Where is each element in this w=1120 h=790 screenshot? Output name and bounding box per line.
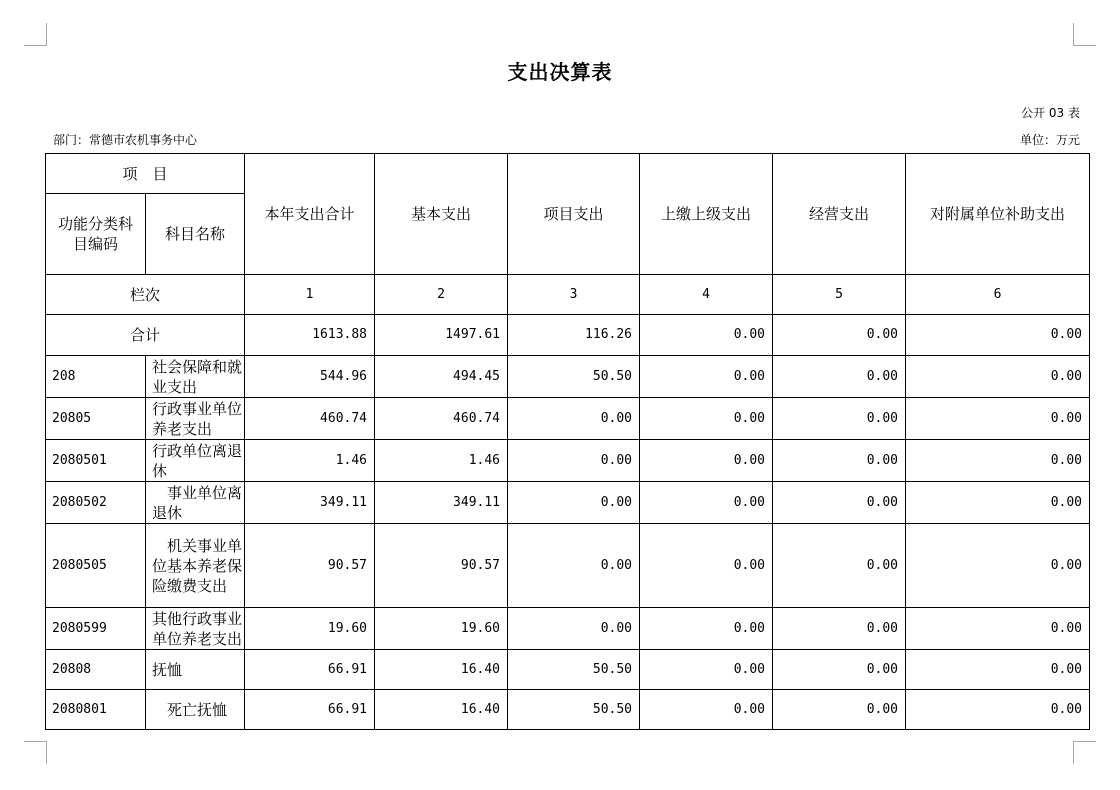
total-value: 0.00 xyxy=(906,315,1090,356)
column-number: 5 xyxy=(773,275,906,315)
subject-name: 机关事业单位基本养老保险缴费支出 xyxy=(146,524,245,608)
subject-name: 行政单位离退休 xyxy=(146,440,245,482)
amount-cell: 0.00 xyxy=(640,650,773,690)
amount-cell: 0.00 xyxy=(640,356,773,398)
header-col-4: 上缴上级支出 xyxy=(640,154,773,275)
table-row xyxy=(46,608,1090,650)
amount-cell: 0.00 xyxy=(508,608,640,650)
subject-code: 208 xyxy=(46,356,146,398)
amount-cell: 0.00 xyxy=(773,690,906,730)
amount-cell: 0.00 xyxy=(773,356,906,398)
total-value: 1613.88 xyxy=(245,315,375,356)
amount-cell: 0.00 xyxy=(773,524,906,608)
table-row xyxy=(46,650,1090,690)
header-col-6: 对附属单位补助支出 xyxy=(906,154,1090,275)
table-row xyxy=(46,440,1090,482)
header-func-code: 功能分类科目编码 xyxy=(46,194,146,275)
amount-cell: 0.00 xyxy=(906,482,1090,524)
amount-cell: 1.46 xyxy=(375,440,508,482)
header-subject-name: 科目名称 xyxy=(146,194,245,275)
table-row xyxy=(46,482,1090,524)
amount-cell: 0.00 xyxy=(640,690,773,730)
column-number: 4 xyxy=(640,275,773,315)
subject-code: 2080502 xyxy=(46,482,146,524)
header-col-2: 基本支出 xyxy=(375,154,508,275)
subject-name: 其他行政事业单位养老支出 xyxy=(146,608,245,650)
amount-cell: 0.00 xyxy=(508,482,640,524)
column-number: 2 xyxy=(375,275,508,315)
form-number: 公开 03 表 xyxy=(1021,106,1080,120)
page-corner-mark xyxy=(24,23,47,46)
amount-cell: 19.60 xyxy=(375,608,508,650)
column-number: 6 xyxy=(906,275,1090,315)
subject-name: 事业单位离退休 xyxy=(146,482,245,524)
subject-code: 2080599 xyxy=(46,608,146,650)
amount-cell: 0.00 xyxy=(640,524,773,608)
amount-cell: 0.00 xyxy=(508,440,640,482)
page-corner-mark xyxy=(24,741,47,764)
subject-name: 社会保障和就业支出 xyxy=(146,356,245,398)
amount-cell: 0.00 xyxy=(773,482,906,524)
column-number: 3 xyxy=(508,275,640,315)
amount-cell: 0.00 xyxy=(640,398,773,440)
amount-cell: 50.50 xyxy=(508,356,640,398)
amount-cell: 66.91 xyxy=(245,650,375,690)
column-number: 1 xyxy=(245,275,375,315)
amount-cell: 349.11 xyxy=(375,482,508,524)
amount-cell: 19.60 xyxy=(245,608,375,650)
table-row xyxy=(46,398,1090,440)
header-col-5: 经营支出 xyxy=(773,154,906,275)
amount-cell: 0.00 xyxy=(640,482,773,524)
unit-label: 单位：万元 xyxy=(1019,133,1080,147)
amount-cell: 0.00 xyxy=(906,398,1090,440)
total-value: 0.00 xyxy=(640,315,773,356)
report-title: 支出决算表 xyxy=(507,60,613,84)
amount-cell: 0.00 xyxy=(508,524,640,608)
header-item: 项 目 xyxy=(46,154,245,194)
subject-code: 2080801 xyxy=(46,690,146,730)
subject-code: 20808 xyxy=(46,650,146,690)
header-col-3: 项目支出 xyxy=(508,154,640,275)
amount-cell: 0.00 xyxy=(640,440,773,482)
amount-cell: 16.40 xyxy=(375,650,508,690)
amount-cell: 50.50 xyxy=(508,650,640,690)
amount-cell: 0.00 xyxy=(906,440,1090,482)
amount-cell: 349.11 xyxy=(245,482,375,524)
amount-cell: 0.00 xyxy=(773,440,906,482)
amount-cell: 460.74 xyxy=(245,398,375,440)
table-row xyxy=(46,524,1090,608)
total-value: 0.00 xyxy=(773,315,906,356)
amount-cell: 50.50 xyxy=(508,690,640,730)
table-row xyxy=(46,690,1090,730)
amount-cell: 0.00 xyxy=(906,356,1090,398)
page-corner-mark xyxy=(1073,23,1096,46)
total-value: 1497.61 xyxy=(375,315,508,356)
total-value: 116.26 xyxy=(508,315,640,356)
amount-cell: 0.00 xyxy=(773,398,906,440)
amount-cell: 0.00 xyxy=(508,398,640,440)
page-corner-mark xyxy=(1073,741,1096,764)
table-row xyxy=(46,356,1090,398)
subject-name: 行政事业单位养老支出 xyxy=(146,398,245,440)
amount-cell: 66.91 xyxy=(245,690,375,730)
amount-cell: 0.00 xyxy=(906,524,1090,608)
amount-cell: 16.40 xyxy=(375,690,508,730)
amount-cell: 460.74 xyxy=(375,398,508,440)
subject-code: 2080501 xyxy=(46,440,146,482)
amount-cell: 90.57 xyxy=(245,524,375,608)
amount-cell: 494.45 xyxy=(375,356,508,398)
amount-cell: 1.46 xyxy=(245,440,375,482)
expenditure-table xyxy=(45,153,1090,730)
header-col-1: 本年支出合计 xyxy=(245,154,375,275)
amount-cell: 0.00 xyxy=(640,608,773,650)
subject-name: 死亡抚恤 xyxy=(146,690,245,730)
amount-cell: 0.00 xyxy=(906,690,1090,730)
amount-cell: 0.00 xyxy=(906,650,1090,690)
amount-cell: 0.00 xyxy=(773,650,906,690)
amount-cell: 544.96 xyxy=(245,356,375,398)
amount-cell: 0.00 xyxy=(906,608,1090,650)
subject-code: 2080505 xyxy=(46,524,146,608)
amount-cell: 90.57 xyxy=(375,524,508,608)
total-label: 合计 xyxy=(46,315,245,356)
subject-code: 20805 xyxy=(46,398,146,440)
column-row-label: 栏次 xyxy=(46,275,245,315)
department-label: 部门：常德市农机事务中心 xyxy=(53,133,198,147)
amount-cell: 0.00 xyxy=(773,608,906,650)
subject-name: 抚恤 xyxy=(146,650,245,690)
